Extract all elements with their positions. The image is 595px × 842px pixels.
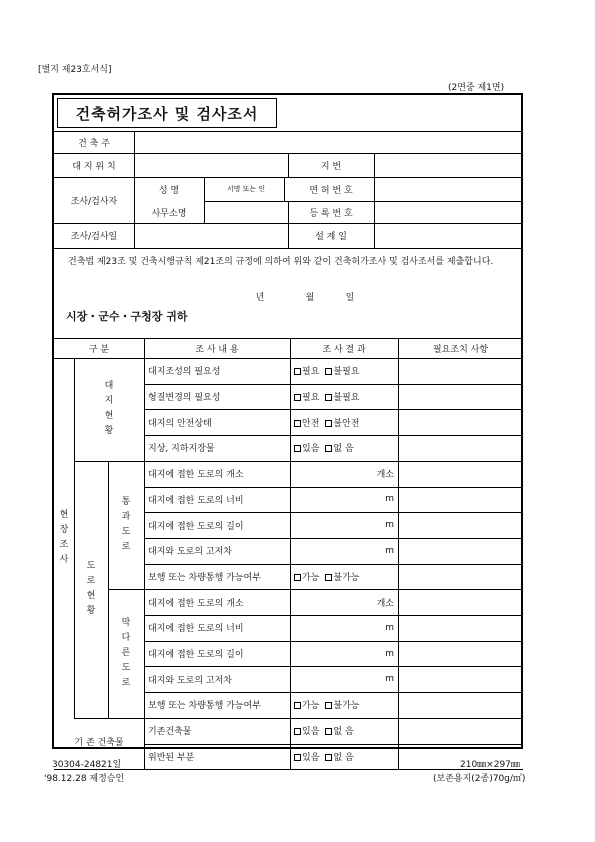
item-label: 형질변경의 필요성: [148, 393, 221, 404]
license-label: 면 허 번 호: [309, 185, 353, 196]
checkbox-label: 안전: [302, 418, 320, 429]
site-group-label: [74, 358, 144, 461]
label-char: 도: [121, 663, 131, 674]
checkbox-label: 있음: [302, 752, 320, 763]
checkbox-option[interactable]: [294, 724, 319, 737]
item-label: 보행 또는 차량통행 가능여부: [148, 572, 261, 583]
label-char: 로: [121, 678, 131, 689]
header-result: 조 사 결 과: [322, 344, 366, 355]
action-field[interactable]: [398, 718, 523, 744]
owner-label: 건 축 주: [78, 138, 110, 149]
label-char: 도: [121, 527, 131, 538]
lot-field[interactable]: [374, 153, 523, 177]
result-unit[interactable]: 개소: [376, 470, 394, 481]
checkbox-option[interactable]: [325, 724, 353, 737]
item-label: 대지에 접한 도로의 너비: [148, 624, 244, 635]
site-field[interactable]: [134, 153, 288, 177]
checkbox-option[interactable]: [294, 441, 319, 454]
result-unit[interactable]: 개소: [376, 598, 394, 609]
designer-field[interactable]: [374, 223, 523, 248]
checkbox-option[interactable]: [325, 416, 359, 429]
action-field[interactable]: [398, 487, 523, 513]
day-label: 일: [345, 292, 355, 303]
checkbox[interactable]: [325, 728, 332, 735]
result-unit[interactable]: m: [385, 648, 394, 659]
office-field[interactable]: [204, 201, 288, 223]
checkbox[interactable]: [325, 445, 332, 452]
lot-label: 지 번: [320, 161, 342, 172]
footer-paper: (보존용지(2종)70g/㎡): [433, 774, 526, 784]
main-group-label: [54, 358, 74, 718]
label-char: 조: [59, 539, 69, 550]
checkbox-label: 가능: [302, 572, 320, 583]
checkbox-label: 불가능: [333, 701, 360, 712]
checkbox-option[interactable]: [294, 416, 319, 429]
action-field[interactable]: [398, 589, 523, 615]
page-info: (2면중 제1면): [448, 83, 505, 93]
label-char: 통: [121, 497, 131, 508]
item-label: 대지조성의 필요성: [148, 367, 221, 378]
month-label: 월: [305, 292, 315, 303]
label-char: 로: [121, 542, 131, 553]
checkbox[interactable]: [294, 420, 301, 427]
site-label: 대 지 위 치: [72, 161, 116, 172]
road-group-label: [74, 461, 108, 718]
item-label: 대지와 도로의 고저차: [148, 547, 232, 558]
checkbox[interactable]: [325, 368, 332, 375]
through-group-label: [108, 461, 144, 590]
checkbox-option[interactable]: [325, 698, 359, 711]
label-char: 현: [59, 509, 69, 520]
footer-size: 210㎜×297㎜: [460, 760, 520, 770]
result-options: [290, 435, 398, 461]
label-char: 장: [59, 524, 69, 535]
item-label: 보행 또는 차량통행 가능여부: [148, 701, 261, 712]
result-options: [290, 384, 398, 410]
checkbox[interactable]: [294, 754, 301, 761]
item-label: 기존건축물: [148, 727, 192, 738]
title-box: [57, 98, 277, 128]
action-field[interactable]: [398, 615, 523, 641]
checkbox[interactable]: [294, 394, 301, 401]
statement-text: 건축법 제23조 및 건축시행규칙 제21조의 규정에 의하여 위와 같이 건축허가조사 및 검사조서를 제출합니다.: [68, 257, 494, 267]
item-label: 지상, 지하지장물: [148, 444, 215, 455]
checkbox[interactable]: [325, 394, 332, 401]
sign-label: 서명 또는 인: [226, 185, 266, 193]
reg-label: 등 록 번 호: [309, 208, 353, 219]
checkbox-label: 불안전: [333, 418, 360, 429]
item-label: 위반된 부분: [148, 752, 195, 763]
owner-field[interactable]: [134, 131, 523, 153]
result-unit[interactable]: m: [385, 520, 394, 531]
header-category: 구 분: [88, 344, 110, 355]
checkbox[interactable]: [325, 420, 332, 427]
action-field[interactable]: [398, 384, 523, 410]
date-field[interactable]: [134, 223, 288, 248]
label-char: 황: [104, 426, 114, 437]
checkbox[interactable]: [294, 702, 301, 709]
rule-line: [54, 248, 523, 249]
label-char: 대: [104, 381, 114, 392]
footer-approval: '98.12.28 제정승인: [44, 774, 125, 784]
header-action: 필요조치 사항: [432, 344, 489, 355]
item-label: 대지와 도로의 고저차: [148, 675, 232, 686]
item-label: 대지에 접한 도로의 길이: [148, 650, 244, 661]
label-char: 로: [86, 576, 96, 587]
year-label: 년: [255, 292, 265, 303]
office-label: 사무소명: [151, 208, 187, 219]
checkbox-label: 없 음: [333, 752, 354, 763]
action-field[interactable]: [398, 564, 523, 590]
checkbox[interactable]: [325, 574, 332, 581]
checkbox[interactable]: [294, 574, 301, 581]
checkbox[interactable]: [294, 728, 301, 735]
action-field[interactable]: [398, 512, 523, 538]
label-char: 막: [121, 618, 131, 629]
action-field[interactable]: [398, 358, 523, 384]
label-char: 지: [104, 396, 114, 407]
item-label: 대지에 접한 도로의 개소: [148, 598, 244, 609]
license-field[interactable]: [374, 177, 523, 201]
label-char: 현: [104, 411, 114, 422]
action-field[interactable]: [398, 435, 523, 461]
item-label: 대지에 접한 도로의 개소: [148, 470, 244, 481]
designer-label: 설 계 일: [315, 232, 347, 242]
name-label: 성 명: [158, 185, 180, 196]
checkbox-label: 필요: [302, 393, 320, 404]
checkbox-label: 없 음: [333, 727, 354, 738]
inspector-label: 조사/검사자: [70, 196, 118, 207]
item-label: 대지에 접한 도로의 길이: [148, 521, 244, 532]
footer-code: 30304-24821일: [52, 760, 122, 770]
result-unit[interactable]: m: [385, 622, 394, 633]
action-field[interactable]: [398, 461, 523, 487]
checkbox-option[interactable]: [294, 364, 319, 377]
action-field[interactable]: [398, 666, 523, 692]
result-unit[interactable]: m: [385, 494, 394, 505]
checkbox-option[interactable]: [325, 441, 353, 454]
result-options: [290, 564, 398, 590]
reg-field[interactable]: [374, 201, 523, 223]
result-unit[interactable]: m: [385, 674, 394, 685]
checkbox-option[interactable]: [294, 570, 319, 583]
checkbox-label: 불필요: [333, 393, 360, 404]
checkbox[interactable]: [294, 445, 301, 452]
label-char: 른: [121, 648, 131, 659]
item-label: 대지의 안전상태: [148, 418, 212, 429]
addressee: 시장・군수・구청장 귀하: [66, 310, 188, 323]
result-options: [290, 692, 398, 718]
checkbox-label: 필요: [302, 367, 320, 378]
checkbox-option[interactable]: [325, 390, 359, 403]
checkbox-option[interactable]: [294, 390, 319, 403]
checkbox[interactable]: [325, 702, 332, 709]
result-options: [290, 358, 398, 384]
action-field[interactable]: [398, 641, 523, 667]
form-id: [별지 제23호서식]: [38, 65, 112, 75]
action-field[interactable]: [398, 409, 523, 435]
item-label: 대지에 접한 도로의 너비: [148, 495, 244, 506]
date-label: 조사/검사일: [70, 232, 118, 242]
checkbox-label: 없 음: [333, 444, 354, 455]
label-char: 다: [121, 633, 131, 644]
checkbox-option[interactable]: [325, 364, 359, 377]
action-field[interactable]: [398, 692, 523, 718]
action-field[interactable]: [398, 538, 523, 564]
result-options: [290, 409, 398, 435]
label-char: 과: [121, 512, 131, 523]
result-options: [290, 744, 398, 770]
header-content: 조 사 내 용: [195, 344, 239, 355]
checkbox[interactable]: [294, 368, 301, 375]
checkbox-option[interactable]: [294, 750, 319, 763]
checkbox-option[interactable]: [325, 750, 353, 763]
page-title: 건축허가조사 및 검사조서: [75, 104, 259, 123]
checkbox-label: 가능: [302, 701, 320, 712]
existing-group-label: 기 존 건축물: [74, 737, 124, 748]
label-char: 도: [86, 561, 96, 572]
checkbox-option[interactable]: [294, 698, 319, 711]
result-unit[interactable]: m: [385, 545, 394, 556]
result-options: [290, 718, 398, 744]
checkbox[interactable]: [325, 754, 332, 761]
checkbox-label: 있음: [302, 727, 320, 738]
checkbox-label: 있음: [302, 444, 320, 455]
checkbox-option[interactable]: [325, 570, 359, 583]
label-char: 사: [59, 554, 69, 565]
inspection-form: [52, 93, 523, 763]
checkbox-label: 불필요: [333, 367, 360, 378]
deadend-group-label: [108, 589, 144, 718]
label-char: 황: [86, 606, 96, 617]
checkbox-label: 불가능: [333, 572, 360, 583]
label-char: 현: [86, 591, 96, 602]
